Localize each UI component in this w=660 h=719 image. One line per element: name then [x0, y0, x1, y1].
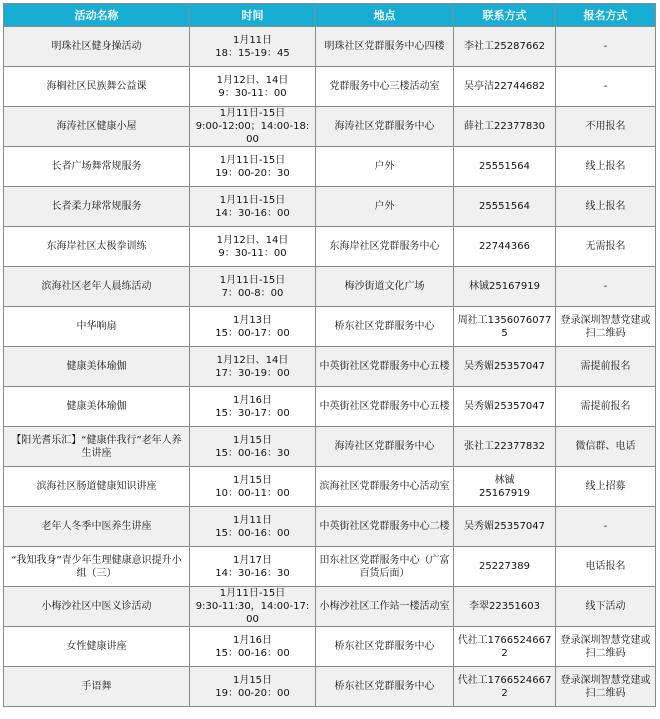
table-row	[4, 467, 656, 507]
cell-signup: 不用报名	[556, 107, 656, 147]
table-row	[4, 267, 656, 307]
header-signup: 报名方式	[556, 4, 656, 27]
cell-signup: 登录深圳智慧党建或扫二维码	[556, 627, 656, 667]
cell-contact: 吴亭洁22744682	[454, 67, 556, 107]
cell-time: 1月16日 15：30-17：00	[190, 387, 316, 427]
table-row	[4, 187, 656, 227]
cell-place: 海涛社区党群服务中心	[316, 427, 454, 467]
cell-time: 1月11日-15日 9:30-11:30，14:00-17:00	[190, 587, 316, 627]
table-row	[4, 587, 656, 627]
cell-time: 1月11日-15日 9:00-12:00；14:00-18:00	[190, 107, 316, 147]
cell-signup: -	[556, 27, 656, 67]
cell-signup: 需提前报名	[556, 387, 656, 427]
cell-place: 滨海社区党群服务中心活动室	[316, 467, 454, 507]
cell-activity-name: 海涛社区健康小屋	[4, 107, 190, 147]
cell-contact: 吴秀媚25357047	[454, 507, 556, 547]
cell-time: 1月13日 15：00-17：00	[190, 307, 316, 347]
cell-activity-name: 手语舞	[4, 667, 190, 707]
cell-signup: 微信群、电话	[556, 427, 656, 467]
cell-signup: 需提前报名	[556, 347, 656, 387]
cell-place: 中英街社区党群服务中心五楼	[316, 347, 454, 387]
cell-contact: 吴秀媚25357047	[454, 387, 556, 427]
table-row	[4, 507, 656, 547]
cell-time: 1月11日 18：15-19：45	[190, 27, 316, 67]
cell-time: 1月11日-15日 7：00-8：00	[190, 267, 316, 307]
table-row	[4, 227, 656, 267]
cell-time: 1月15日 10：00-11：00	[190, 467, 316, 507]
cell-place: 海涛社区党群服务中心	[316, 107, 454, 147]
cell-signup: -	[556, 67, 656, 107]
cell-place: 田东社区党群服务中心（广富百货后面）	[316, 547, 454, 587]
cell-contact: 林铖25167919	[454, 267, 556, 307]
cell-signup: 登录深圳智慧党建或扫二维码	[556, 667, 656, 707]
table-row	[4, 387, 656, 427]
cell-activity-name: 长者柔力球常规服务	[4, 187, 190, 227]
cell-time: 1月12日、14日 9：30-11：00	[190, 67, 316, 107]
header-time: 时间	[190, 4, 316, 27]
cell-signup: 线上招募	[556, 467, 656, 507]
cell-contact: 代社工17665246672	[454, 627, 556, 667]
table-row	[4, 147, 656, 187]
cell-signup: 线下活动	[556, 587, 656, 627]
cell-contact: 代社工17665246672	[454, 667, 556, 707]
cell-activity-name: 【阳光耆乐汇】“健康伴我行”老年人养生讲座	[4, 427, 190, 467]
cell-place: 梅沙街道文化广场	[316, 267, 454, 307]
cell-place: 东海岸社区党群服务中心	[316, 227, 454, 267]
cell-activity-name: 长者广场舞常规服务	[4, 147, 190, 187]
table-row	[4, 107, 656, 147]
cell-place: 桥东社区党群服务中心	[316, 627, 454, 667]
cell-activity-name: 东海岸社区太极拳训练	[4, 227, 190, 267]
cell-activity-name: 滨海社区肠道健康知识讲座	[4, 467, 190, 507]
cell-contact: 张社工22377832	[454, 427, 556, 467]
cell-place: 户外	[316, 187, 454, 227]
cell-place: 中英街社区党群服务中心二楼	[316, 507, 454, 547]
cell-place: 桥东社区党群服务中心	[316, 307, 454, 347]
table-row	[4, 547, 656, 587]
cell-contact: 李翠22351603	[454, 587, 556, 627]
cell-time: 1月15日 19：00-20：00	[190, 667, 316, 707]
cell-contact: 22744366	[454, 227, 556, 267]
cell-signup: -	[556, 267, 656, 307]
cell-time: 1月15日 15：00-16：30	[190, 427, 316, 467]
cell-time: 1月17日 14：30-16：30	[190, 547, 316, 587]
cell-signup: 线上报名	[556, 147, 656, 187]
table-row	[4, 627, 656, 667]
cell-activity-name: 女性健康讲座	[4, 627, 190, 667]
cell-time: 1月16日 15：00-16：00	[190, 627, 316, 667]
cell-contact: 25551564	[454, 187, 556, 227]
table-row	[4, 667, 656, 707]
cell-time: 1月11日 15：00-16：00	[190, 507, 316, 547]
cell-place: 小梅沙社区工作站一楼活动室	[316, 587, 454, 627]
cell-contact: 周社工13560760775	[454, 307, 556, 347]
cell-place: 中英街社区党群服务中心五楼	[316, 387, 454, 427]
cell-activity-name: 老年人冬季中医养生讲座	[4, 507, 190, 547]
cell-contact: 林铖 25167919	[454, 467, 556, 507]
table-header-row	[4, 4, 656, 27]
cell-activity-name: 滨海社区老年人晨练活动	[4, 267, 190, 307]
activity-table	[3, 3, 656, 707]
table-row	[4, 347, 656, 387]
table-row	[4, 427, 656, 467]
cell-place: 明珠社区党群服务中心四楼	[316, 27, 454, 67]
cell-activity-name: 健康美体瑜伽	[4, 387, 190, 427]
cell-time: 1月12日、14日 17：30-19：00	[190, 347, 316, 387]
cell-place: 户外	[316, 147, 454, 187]
table-row	[4, 307, 656, 347]
cell-contact: 25227389	[454, 547, 556, 587]
cell-contact: 李社工25287662	[454, 27, 556, 67]
cell-activity-name: 海榈社区民族舞公益课	[4, 67, 190, 107]
header-activity-name: 活动名称	[4, 4, 190, 27]
cell-time: 1月11日-15日 14：30-16：00	[190, 187, 316, 227]
cell-activity-name: 小梅沙社区中医义诊活动	[4, 587, 190, 627]
cell-place: 桥东社区党群服务中心	[316, 667, 454, 707]
cell-activity-name: 明珠社区健身操活动	[4, 27, 190, 67]
cell-contact: 25551564	[454, 147, 556, 187]
cell-signup: 无需报名	[556, 227, 656, 267]
cell-activity-name: 健康美体瑜伽	[4, 347, 190, 387]
table-row	[4, 27, 656, 67]
cell-signup: -	[556, 507, 656, 547]
activity-table-container	[3, 3, 656, 707]
cell-signup: 线上报名	[556, 187, 656, 227]
cell-time: 1月12日、14日 9：30-11：00	[190, 227, 316, 267]
header-contact: 联系方式	[454, 4, 556, 27]
header-place: 地点	[316, 4, 454, 27]
cell-place: 党群服务中心三楼活动室	[316, 67, 454, 107]
table-row	[4, 67, 656, 107]
cell-contact: 吴秀媚25357047	[454, 347, 556, 387]
cell-time: 1月11日-15日 19：00-20：30	[190, 147, 316, 187]
cell-activity-name: “我知我身”青少年生理健康意识提升小组（三）	[4, 547, 190, 587]
cell-activity-name: 中华响扇	[4, 307, 190, 347]
cell-contact: 薛社工22377830	[454, 107, 556, 147]
cell-signup: 登录深圳智慧党建或扫二维码	[556, 307, 656, 347]
cell-signup: 电话报名	[556, 547, 656, 587]
